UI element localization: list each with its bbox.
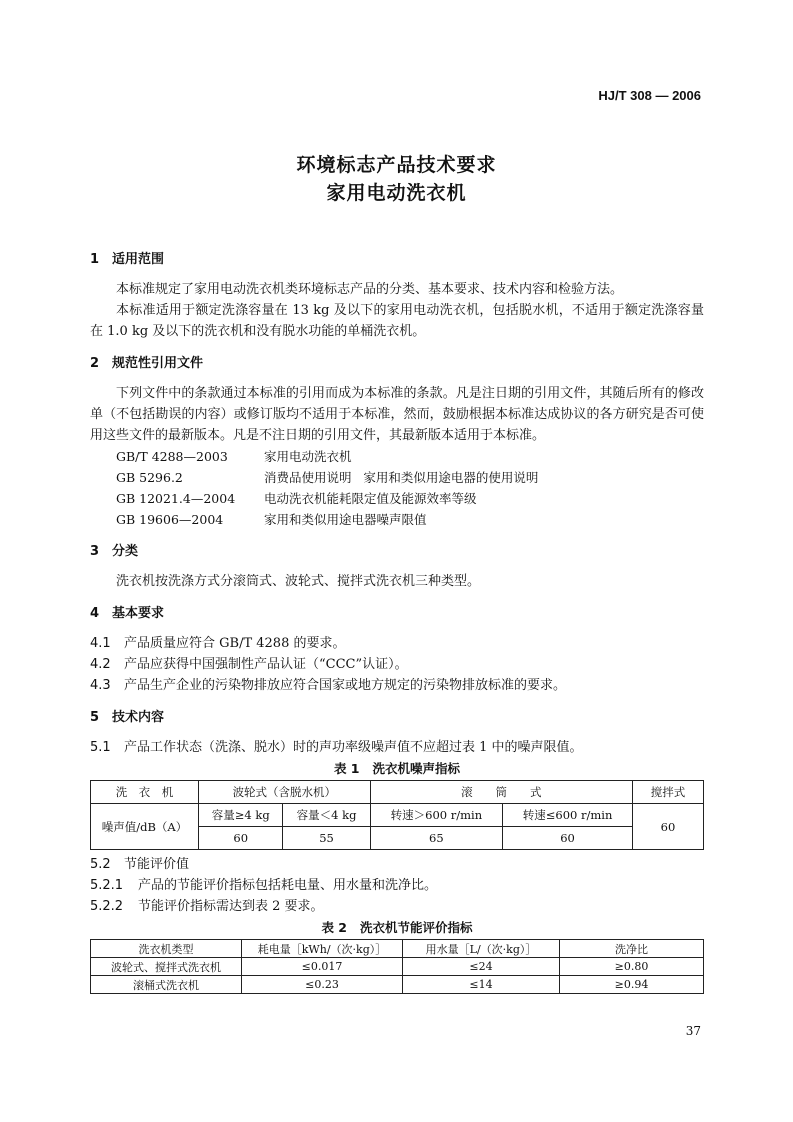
reference-code: GB 19606—2004 <box>116 512 224 527</box>
reference-row <box>90 488 704 509</box>
reference-row <box>90 467 704 488</box>
table-cell: ≥0.80 <box>560 958 704 976</box>
reference-title: 电动洗衣机能耗限定值及能源效率等级 <box>264 491 477 506</box>
table-header-cell: 洗衣机类型 <box>91 940 242 958</box>
clause <box>90 737 704 758</box>
table-subheader-cell: 转速＞600 r/min <box>370 804 503 827</box>
table-cell: ≤14 <box>403 976 560 994</box>
table-subheader-cell: 容量≥4 kg <box>199 804 283 827</box>
section-heading <box>90 250 704 270</box>
section-title: 规范性引用文件 <box>112 356 204 371</box>
clause-number: 4.1 <box>90 636 111 651</box>
section-heading <box>90 708 704 728</box>
table-cell: 55 <box>283 827 370 850</box>
reference-code: GB 5296.2 <box>116 470 183 485</box>
reference-code: GB/T 4288—2003 <box>116 449 228 464</box>
clause-number: 4.2 <box>90 657 111 672</box>
table-cell: 波轮式、搅拌式洗衣机 <box>91 958 242 976</box>
table-cell: ≤24 <box>403 958 560 976</box>
clause-text: 产品生产企业的污染物排放应符合国家或地方规定的污染物排放标准的要求。 <box>124 678 567 693</box>
clause <box>90 875 704 896</box>
clause-number: 5.2.1 <box>90 878 124 893</box>
clause <box>90 896 704 917</box>
reference-row <box>90 446 704 467</box>
section-number: 1 <box>90 252 100 267</box>
table-header-cell: 洗净比 <box>560 940 704 958</box>
table-row <box>91 976 704 994</box>
reference-title: 家用和类似用途电器噪声限值 <box>264 512 427 527</box>
table-caption: 表 1 洗衣机噪声指标 <box>333 761 461 776</box>
table-cell: 60 <box>633 804 704 850</box>
reference-code: GB 12021.4—2004 <box>116 491 236 506</box>
clause-text: 产品质量应符合 GB/T 4288 的要求。 <box>124 636 346 651</box>
table-caption: 表 2 洗衣机节能评价指标 <box>321 920 473 935</box>
standard-number: HJ/T 308 — 2006 <box>598 88 701 103</box>
table-cell: ≤0.017 <box>242 958 403 976</box>
paragraph: 下列文件中的条款通过本标准的引用而成为本标准的条款。凡是注日期的引用文件，其随后所有的修改单（不包括勘误的内容）或修订版均不适用于本标准，然而，鼓励根据本标准达成协议的各方研究是否可使用这些文件的最新版本。凡是不注日期的引用文件，其最新版本适用于本标准。 <box>90 386 704 443</box>
paragraph: 本标准适用于额定洗涤容量在 13 kg 及以下的家用电动洗衣机，包括脱水机，不适用于额定洗涤容量在 1.0 kg 及以下的洗衣机和没有脱水功能的单桶洗衣机。 <box>90 303 704 339</box>
reference-row <box>90 509 704 530</box>
table-header-cell: 波轮式（含脱水机） <box>199 781 371 804</box>
table-cell: 65 <box>370 827 503 850</box>
clause-text: 产品工作状态（洗涤、脱水）时的声功率级噪声值不应超过表 1 中的噪声限值。 <box>124 740 583 755</box>
section-heading <box>90 542 704 562</box>
paragraph: 本标准规定了家用电动洗衣机类环境标志产品的分类、基本要求、技术内容和检验方法。 <box>116 282 624 297</box>
document-title: 环境标志产品技术要求 <box>296 154 497 176</box>
section-title: 技术内容 <box>112 710 165 725</box>
page-number: 37 <box>685 1024 701 1038</box>
reference-title: 家用电动洗衣机 <box>264 449 352 464</box>
clause-number: 5.2.2 <box>90 899 124 914</box>
clause-text: 节能评价值 <box>124 857 190 872</box>
section-heading <box>90 354 704 374</box>
section-heading <box>90 604 704 624</box>
clause <box>90 675 704 696</box>
clause-text: 节能评价指标需达到表 2 要求。 <box>138 899 324 914</box>
clause <box>90 654 704 675</box>
section-number: 4 <box>90 606 100 621</box>
noise-table <box>90 780 704 850</box>
clause-number: 5.1 <box>90 740 111 755</box>
paragraph: 洗衣机按洗涤方式分滚筒式、波轮式、搅拌式洗衣机三种类型。 <box>116 574 481 589</box>
table-header-cell: 洗 衣 机 <box>91 781 199 804</box>
clause <box>90 854 704 875</box>
clause-number: 5.2 <box>90 857 111 872</box>
table-header-cell: 滚 筒 式 <box>370 781 632 804</box>
section-title: 分类 <box>112 544 139 559</box>
table-header-cell: 耗电量［kWh/（次·kg）］ <box>242 940 403 958</box>
table-row <box>91 958 704 976</box>
energy-table <box>90 939 704 994</box>
table-cell: ≥0.94 <box>560 976 704 994</box>
reference-title: 消费品使用说明 家用和类似用途电器的使用说明 <box>264 470 539 485</box>
document-subtitle: 家用电动洗衣机 <box>326 182 467 204</box>
table-cell: 滚桶式洗衣机 <box>91 976 242 994</box>
table-subheader-cell: 容量＜4 kg <box>283 804 370 827</box>
section-number: 5 <box>90 710 100 725</box>
table-cell: 60 <box>199 827 283 850</box>
section-number: 2 <box>90 356 100 371</box>
table-cell: ≤0.23 <box>242 976 403 994</box>
section-title: 基本要求 <box>112 606 165 621</box>
clause-text: 产品应获得中国强制性产品认证（“CCC”认证）。 <box>124 657 408 672</box>
document-body <box>90 250 704 994</box>
table-header-cell: 用水量［L/（次·kg）］ <box>403 940 560 958</box>
table-cell: 60 <box>503 827 633 850</box>
section-number: 3 <box>90 544 100 559</box>
table-header-cell: 搅拌式 <box>633 781 704 804</box>
clause-number: 4.3 <box>90 678 111 693</box>
table-subheader-cell: 转速≤600 r/min <box>503 804 633 827</box>
table-row-label: 噪声值/dB（A） <box>91 804 199 850</box>
clause-text: 产品的节能评价指标包括耗电量、用水量和洗净比。 <box>138 878 438 893</box>
section-title: 适用范围 <box>112 252 165 267</box>
clause <box>90 633 704 654</box>
